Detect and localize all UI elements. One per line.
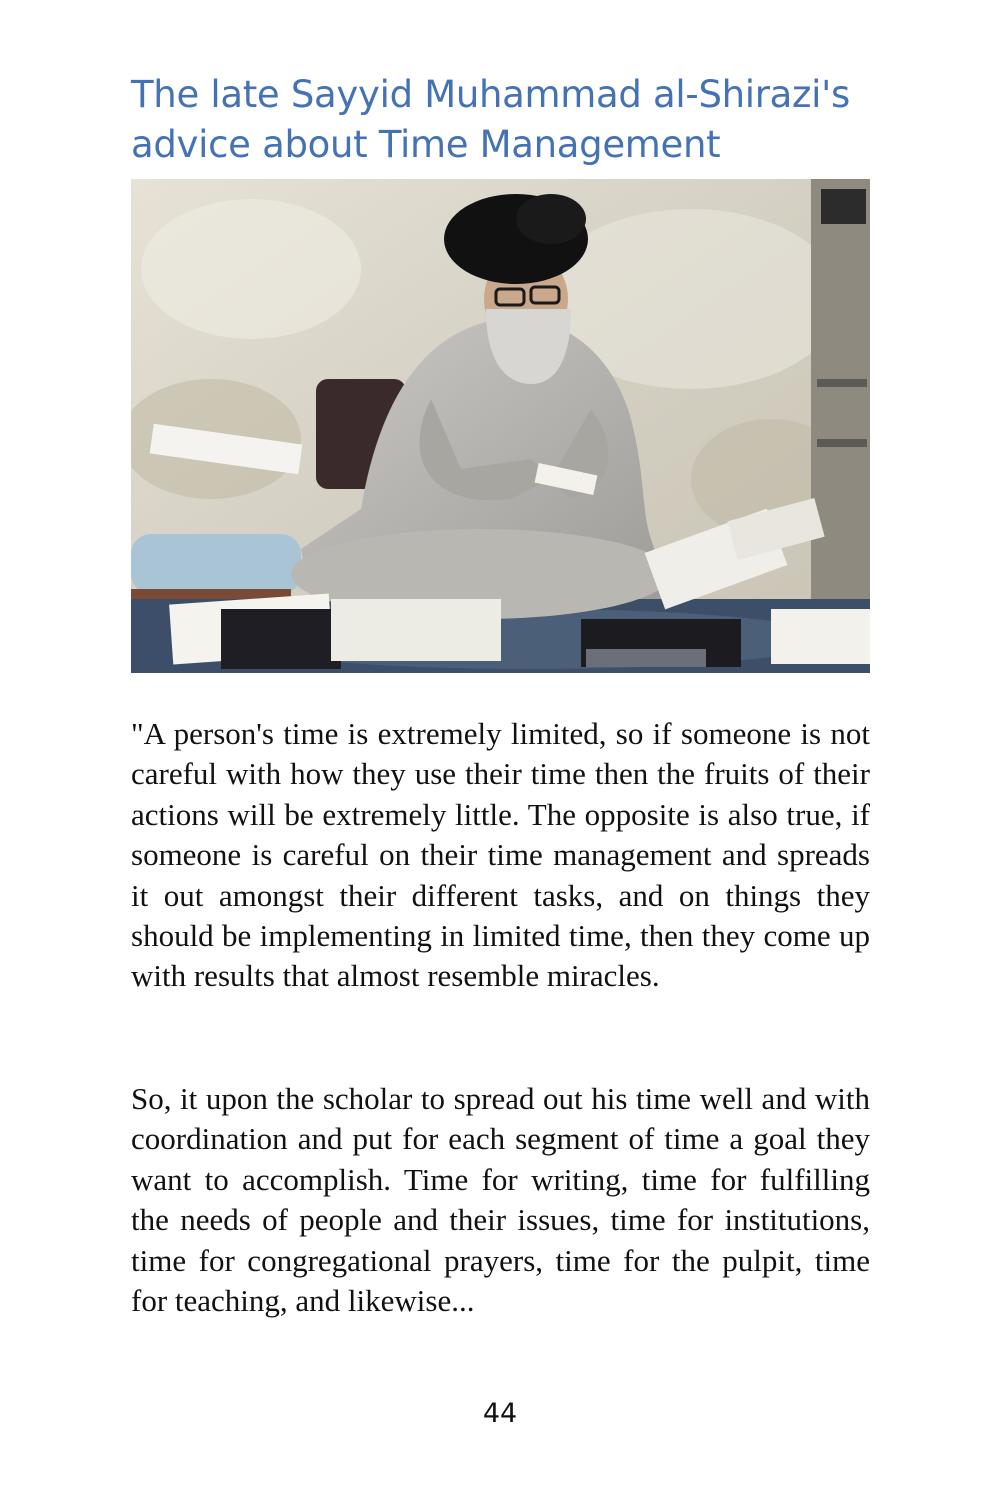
page-title: The late Sayyid Muhammad al-Shirazi's advice about Time Management xyxy=(131,73,851,166)
page-number: 44 xyxy=(482,1398,518,1429)
paragraph-1: "A person's time is extremely limited, so if someone is not careful with how they use their time then the fruits of their actions will be extremely little. The opposite is also true, if someone is careful on their time management and spreads it out amongst their different tasks, and on things they should be implementing in limited time, then they come up with results that almost resemble miracles. xyxy=(131,716,870,994)
paragraph-2: So, it upon the scholar to spread out his time well and with coordination and put for each segment of time a goal they want to accomplish. Time for writing, time for fulfilling the needs of people and their issues, time for institutions, time for congregational prayers, time for the pulpit, time for teaching, and likewise... xyxy=(131,1081,870,1319)
scholar-photo xyxy=(131,179,870,673)
